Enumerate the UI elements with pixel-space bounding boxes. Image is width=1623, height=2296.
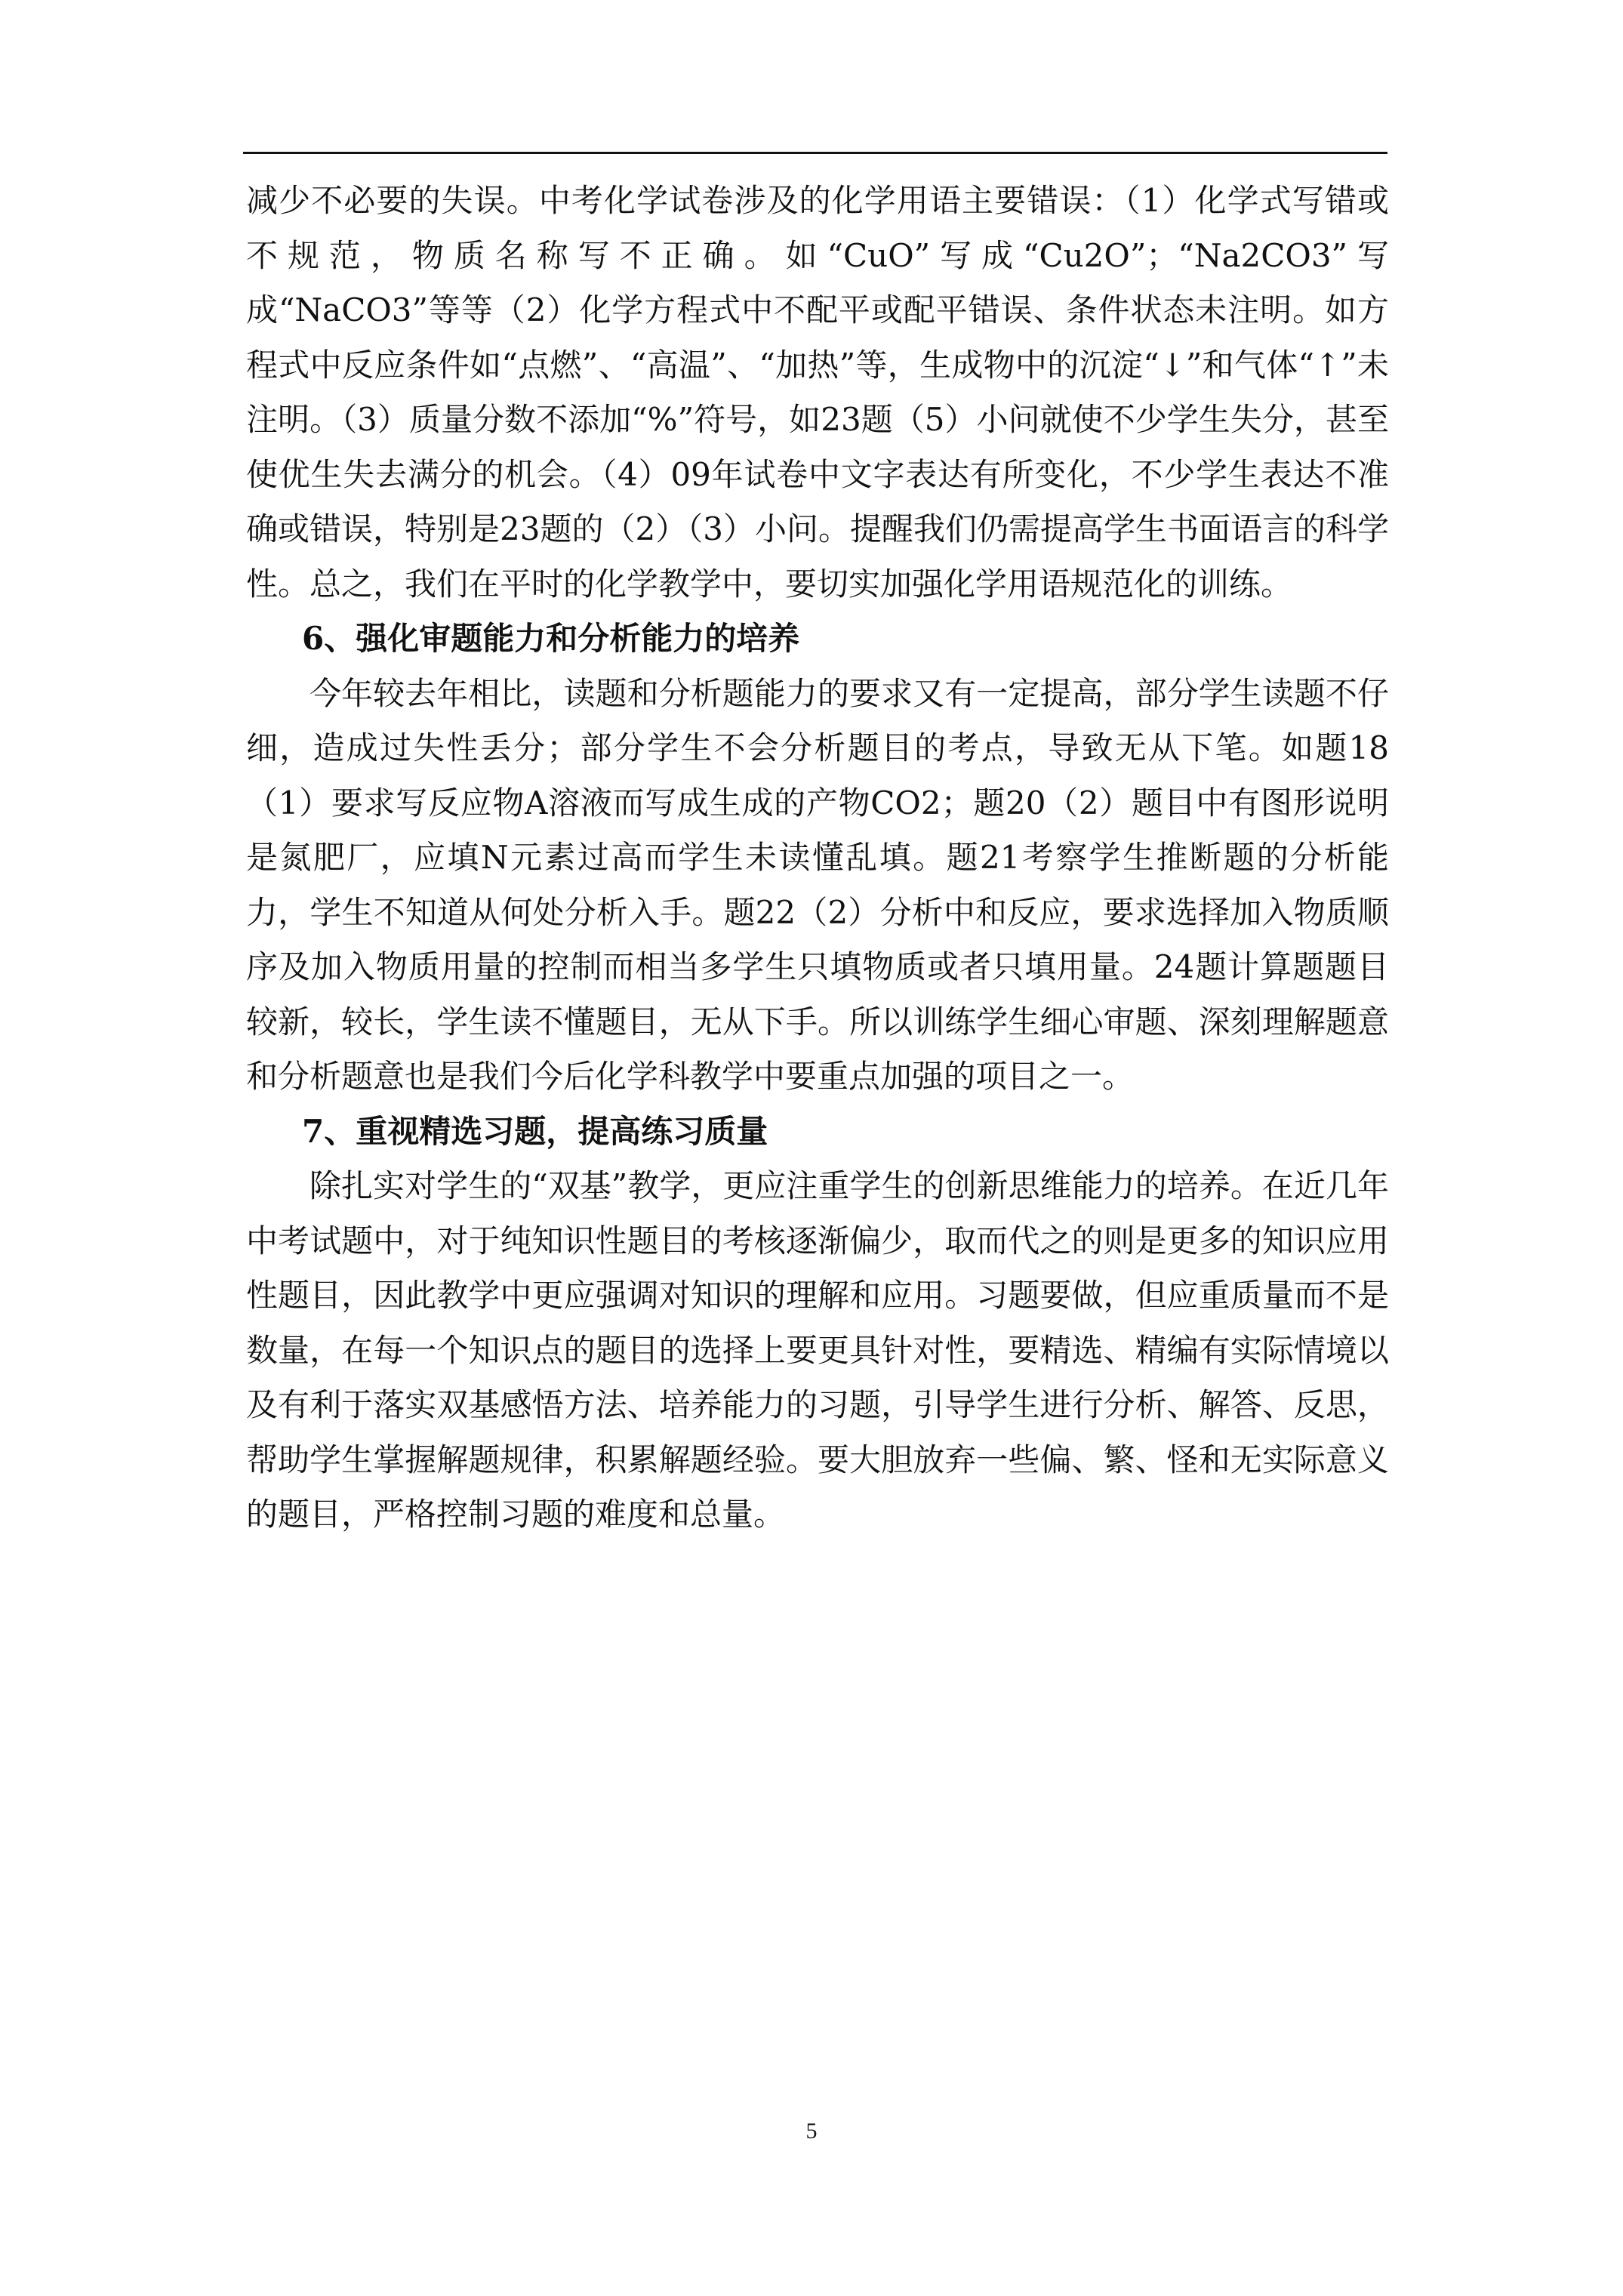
header-rule: [243, 152, 1387, 154]
section-heading-7: 7、重视精选习题，提高练习质量: [302, 1112, 768, 1150]
section-heading-6: 6、强化审题能力和分析能力的培养: [302, 620, 800, 657]
page-number: 5: [805, 2119, 818, 2143]
paragraph-reading-analysis: 今年较去年相比，读题和分析题能力的要求又有一定提高，部分学生读题不仔细，造成过失性丢分；部分学生不会分析题目的考点，导致无从下笔。如题18（1）要求写反应物A溶液而写成生成的产物CO2；题20（2）题目中有图形说明是氮肥厂，应填N元素过高而学生未读懂乱填。题21考察学生推断题的分析能力，学生不知道从何处分析入手。题22（2）分析中和反应，要求选择加入物质顺序及加入物质用量的控制而相当多学生只填物质或者只填用量。24题计算题题目较新，较长，学生读不懂题目，无从下手。所以训练学生细心审题、深刻理解题意和分析题意也是我们今后化学科教学中要重点加强的项目之一。: [246, 674, 1389, 1095]
document-body: [246, 174, 1389, 1542]
paragraph-chemical-terms: 减少不必要的失误。中考化学试卷涉及的化学用语主要错误：（1）化学式写错或不规范，物质名称写不正确。如“CuO”写成“Cu2O”；“Na2CO3”写成“NaCO3”等等（2）化学方程式中不配平或配平错误、条件状态未注明。如方程式中反应条件如“点燃”、“高温”、“加热”等，生成物中的沉淀“↓”和气体“↑”未注明。（3）质量分数不添加“%”符号，如23题（5）小问就使不少学生失分，甚至使优生失去满分的机会。（4）09年试卷中文字表达有所变化，不少学生表达不准确或错误，特别是23题的（2）（3）小问。提醒我们仍需提高学生书面语言的科学性。总之，我们在平时的化学教学中，要切实加强化学用语规范化的训练。: [246, 182, 1389, 603]
paragraph-exercise-quality: 除扎实对学生的“双基”教学，更应注重学生的创新思维能力的培养。在近几年中考试题中，对于纯知识性题目的考核逐渐偏少，取而代之的则是更多的知识应用性题目，因此教学中更应强调对知识的理解和应用。习题要做，但应重质量而不是数量，在每一个知识点的题目的选择上要更具针对性，要精选、精编有实际情境以及有利于落实双基感悟方法、培养能力的习题，引导学生进行分析、解答、反思，帮助学生掌握解题规律，积累解题经验。要大胆放弃一些偏、繁、怪和无实际意义的题目，严格控制习题的难度和总量。: [246, 1167, 1389, 1533]
